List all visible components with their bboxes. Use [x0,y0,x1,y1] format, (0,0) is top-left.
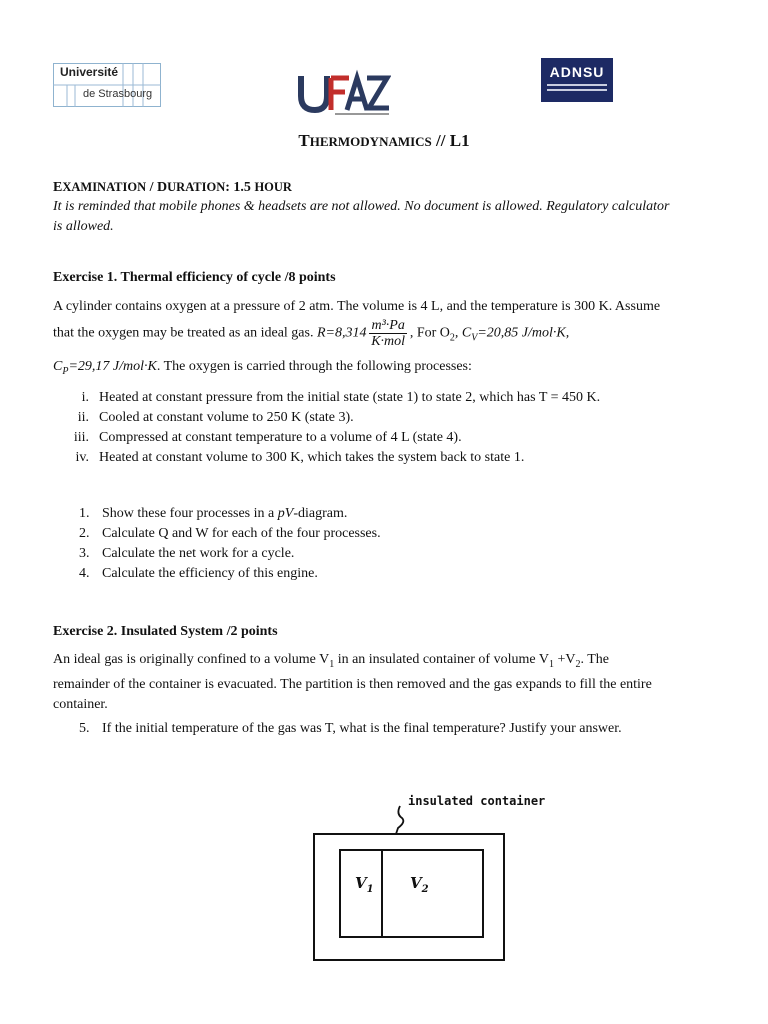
list-item: ii. Cooled at constant volume to 250 K (state 3). [77,410,354,425]
insulated-container-figure [300,790,560,970]
adnsu-logo [541,58,613,102]
title-suffix: // L1 [431,131,470,150]
duration-label-d: D [157,180,168,195]
list-item: iii. Compressed at constant temperature to a volume of 4 L (state 4). [73,430,462,445]
list-item: 4. Calculate the efficiency of this engine. [79,566,318,581]
gas-constant-value: R=8,314 [316,325,367,341]
ex1-ideal-gas-text: that the oxygen may be treated as an ideal gas. [53,325,314,341]
v1-label: $V_1$ [355,874,374,895]
list-item: iv. Heated at constant volume to 300 K, which takes the system back to state 1. [75,450,525,465]
adnsu-logo-text: ADNSU [549,64,605,80]
gas-constant-units: $\frac{\text{m³·Pa}}{\text{K·mol}}$ [371,318,406,349]
logo-text-strasbourg: de Strasbourg [83,88,153,100]
cp-symbol: C [53,359,63,374]
exam-sep: / [146,180,158,195]
exercise-2-heading: Exercise 2. Insulated System /2 points [53,624,278,639]
ex1-intro-line1: A cylinder contains oxygen at a pressure of 2 atm. The volume is 4 L, and the temperature is 300 K. Assume [53,299,661,314]
cv-value: =20,85 J/mol·K, [477,325,570,341]
ex2-line2: remainder of the container is evacuated. The partition is then removed and the gas expands to fill the entire [53,676,652,692]
list-item: 3. Calculate the net work for a cycle. [79,546,295,561]
exam-label-rest: XAMINATION [62,180,147,194]
v2-label: $V_2$ [410,874,429,895]
list-item: 2. Calculate Q and W for each of the four processes. [79,526,381,541]
list-item: i. Heated at constant pressure from the initial state (state 1) to state 2, which has T = 450 K. [81,390,601,405]
for-o2-text: , For O [409,325,450,341]
process-list [53,388,733,468]
ex2-paragraph [53,650,733,715]
list-item: 1. Show these four processes in a pV-diagram. [79,506,348,521]
cp-value: =29,17 J/mol·K [68,359,157,374]
container-diagram [300,790,560,970]
ex1-processes-intro: . The oxygen is carried through the following processes: [156,359,472,374]
exam-header [53,177,292,198]
ufaz-logo [295,66,391,118]
page-title [0,131,768,151]
title-rest: HERMODYNAMICS [309,134,432,149]
question-5-text: If the initial temperature of the gas was T, what is the final temperature? Justify your answer. [102,721,622,736]
exercise-1-questions [53,504,733,584]
question-5 [53,719,733,739]
cv-symbol: , C [454,325,472,341]
duration-unit: HOUR [254,180,292,194]
exam-notice: It is reminded that mobile phones & headsets are not allowed. No document is allowed. Regulatory calculator is allowed. [53,199,670,234]
duration-label-rest: URATION [167,180,226,194]
logo-text-universite: Université [60,65,119,79]
question-5-number: 5. [79,721,90,736]
ex1-intro-line2: that the oxygen may be treated as an ideal gas. R=8,314 $\frac{\text{m³·Pa}}{\text{K·mol}}$ , For $O_2$, $C_V=20,85$ J/mol·K, [53,318,570,349]
exercise-1-heading: Exercise 1. Thermal efficiency of cycle /8 points [53,270,336,285]
duration-value: : 1.5 [225,180,255,195]
ex2-line3: container. [53,696,108,712]
exam-label-e: E [53,180,63,195]
universite-strasbourg-logo [53,63,161,107]
title-initial: T [298,131,310,150]
insulated-container-label: insulated container [408,794,546,808]
ex2-line1: An ideal gas is originally confined to a volume $V_1$ in an insulated container of volume $V_1 +V_2$. The [53,652,609,670]
ex1-intro-line3: $C_P=29,17$ J/mol·K. The oxygen is carried through the following processes: [53,359,472,377]
